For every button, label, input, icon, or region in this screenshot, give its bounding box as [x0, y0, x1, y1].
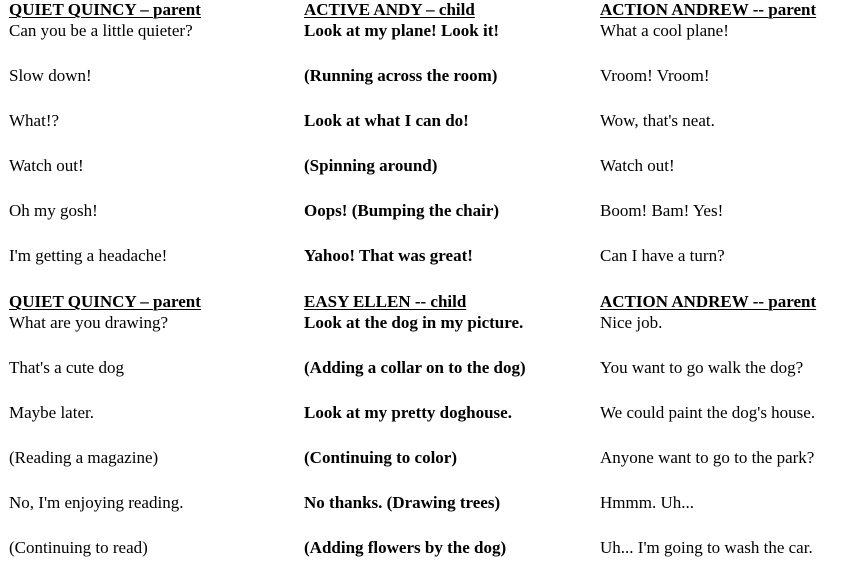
dialogue-line: Look at what I can do! — [304, 111, 469, 130]
column-heading: ACTION ANDREW -- parent — [600, 0, 817, 19]
dialogue-line: What a cool plane! — [600, 21, 729, 40]
scene2-action-andrew — [600, 292, 862, 582]
column-heading: ACTIVE ANDY – child — [304, 0, 475, 19]
dialogue-line: Can I have a turn? — [600, 246, 725, 265]
scene2-easy-ellen — [304, 292, 594, 582]
dialogue-line: (Continuing to read) — [9, 538, 148, 557]
column-heading: QUIET QUINCY – parent — [9, 0, 201, 19]
dialogue-line: Wow, that's neat. — [600, 111, 715, 130]
dialogue-list — [304, 20, 594, 290]
dialogue-line: I'm getting a headache! — [9, 246, 168, 265]
dialogue-line: Oh my gosh! — [9, 201, 98, 220]
dialogue-line: (Adding flowers by the dog) — [304, 538, 507, 557]
column-heading: EASY ELLEN -- child — [304, 292, 467, 311]
dialogue-line: Slow down! — [9, 66, 92, 85]
scene1-action-andrew — [600, 0, 862, 290]
dialogue-line: (Running across the room) — [304, 66, 498, 85]
dialogue-list — [600, 312, 862, 582]
scene1-quiet-quincy — [9, 0, 295, 290]
dialogue-line: Uh... I'm going to wash the car. — [600, 538, 813, 557]
dialogue-line: Watch out! — [9, 156, 84, 175]
dialogue-line: (Spinning around) — [304, 156, 438, 175]
scene1-active-andy — [304, 0, 594, 290]
dialogue-line: No, I'm enjoying reading. — [9, 493, 184, 512]
dialogue-line: (Reading a magazine) — [9, 448, 159, 467]
dialogue-line: Yahoo! That was great! — [304, 246, 473, 265]
dialogue-line: We could paint the dog's house. — [600, 403, 816, 422]
dialogue-line: Hmmm. Uh... — [600, 493, 694, 512]
dialogue-list — [600, 20, 862, 290]
dialogue-line: Vroom! Vroom! — [600, 66, 710, 85]
dialogue-line: That's a cute dog — [9, 358, 124, 377]
dialogue-line: (Adding a collar on to the dog) — [304, 358, 526, 377]
dialogue-line: No thanks. (Drawing trees) — [304, 493, 501, 512]
dialogue-line: You want to go walk the dog? — [600, 358, 804, 377]
dialogue-line: What are you drawing? — [9, 313, 169, 332]
dialogue-line: Oops! (Bumping the chair) — [304, 201, 500, 220]
dialogue-line: (Continuing to color) — [304, 448, 457, 467]
dialogue-line: Look at the dog in my picture. — [304, 313, 524, 332]
dialogue-line: Boom! Bam! Yes! — [600, 201, 724, 220]
dialogue-line: What!? — [9, 111, 60, 130]
dialogue-line: Maybe later. — [9, 403, 94, 422]
dialogue-line: Anyone want to go to the park? — [600, 448, 815, 467]
dialogue-list — [9, 20, 295, 290]
scene2-quiet-quincy — [9, 292, 295, 582]
column-heading: QUIET QUINCY – parent — [9, 292, 201, 311]
dialogue-list — [9, 312, 295, 582]
dialogue-list — [304, 312, 594, 582]
dialogue-line: Look at my plane! Look it! — [304, 21, 500, 40]
dialogue-line: Look at my pretty doghouse. — [304, 403, 512, 422]
dialogue-line: Nice job. — [600, 313, 663, 332]
dialogue-line: Watch out! — [600, 156, 675, 175]
dialogue-line: Can you be a little quieter? — [9, 21, 193, 40]
column-heading: ACTION ANDREW -- parent — [600, 292, 817, 311]
